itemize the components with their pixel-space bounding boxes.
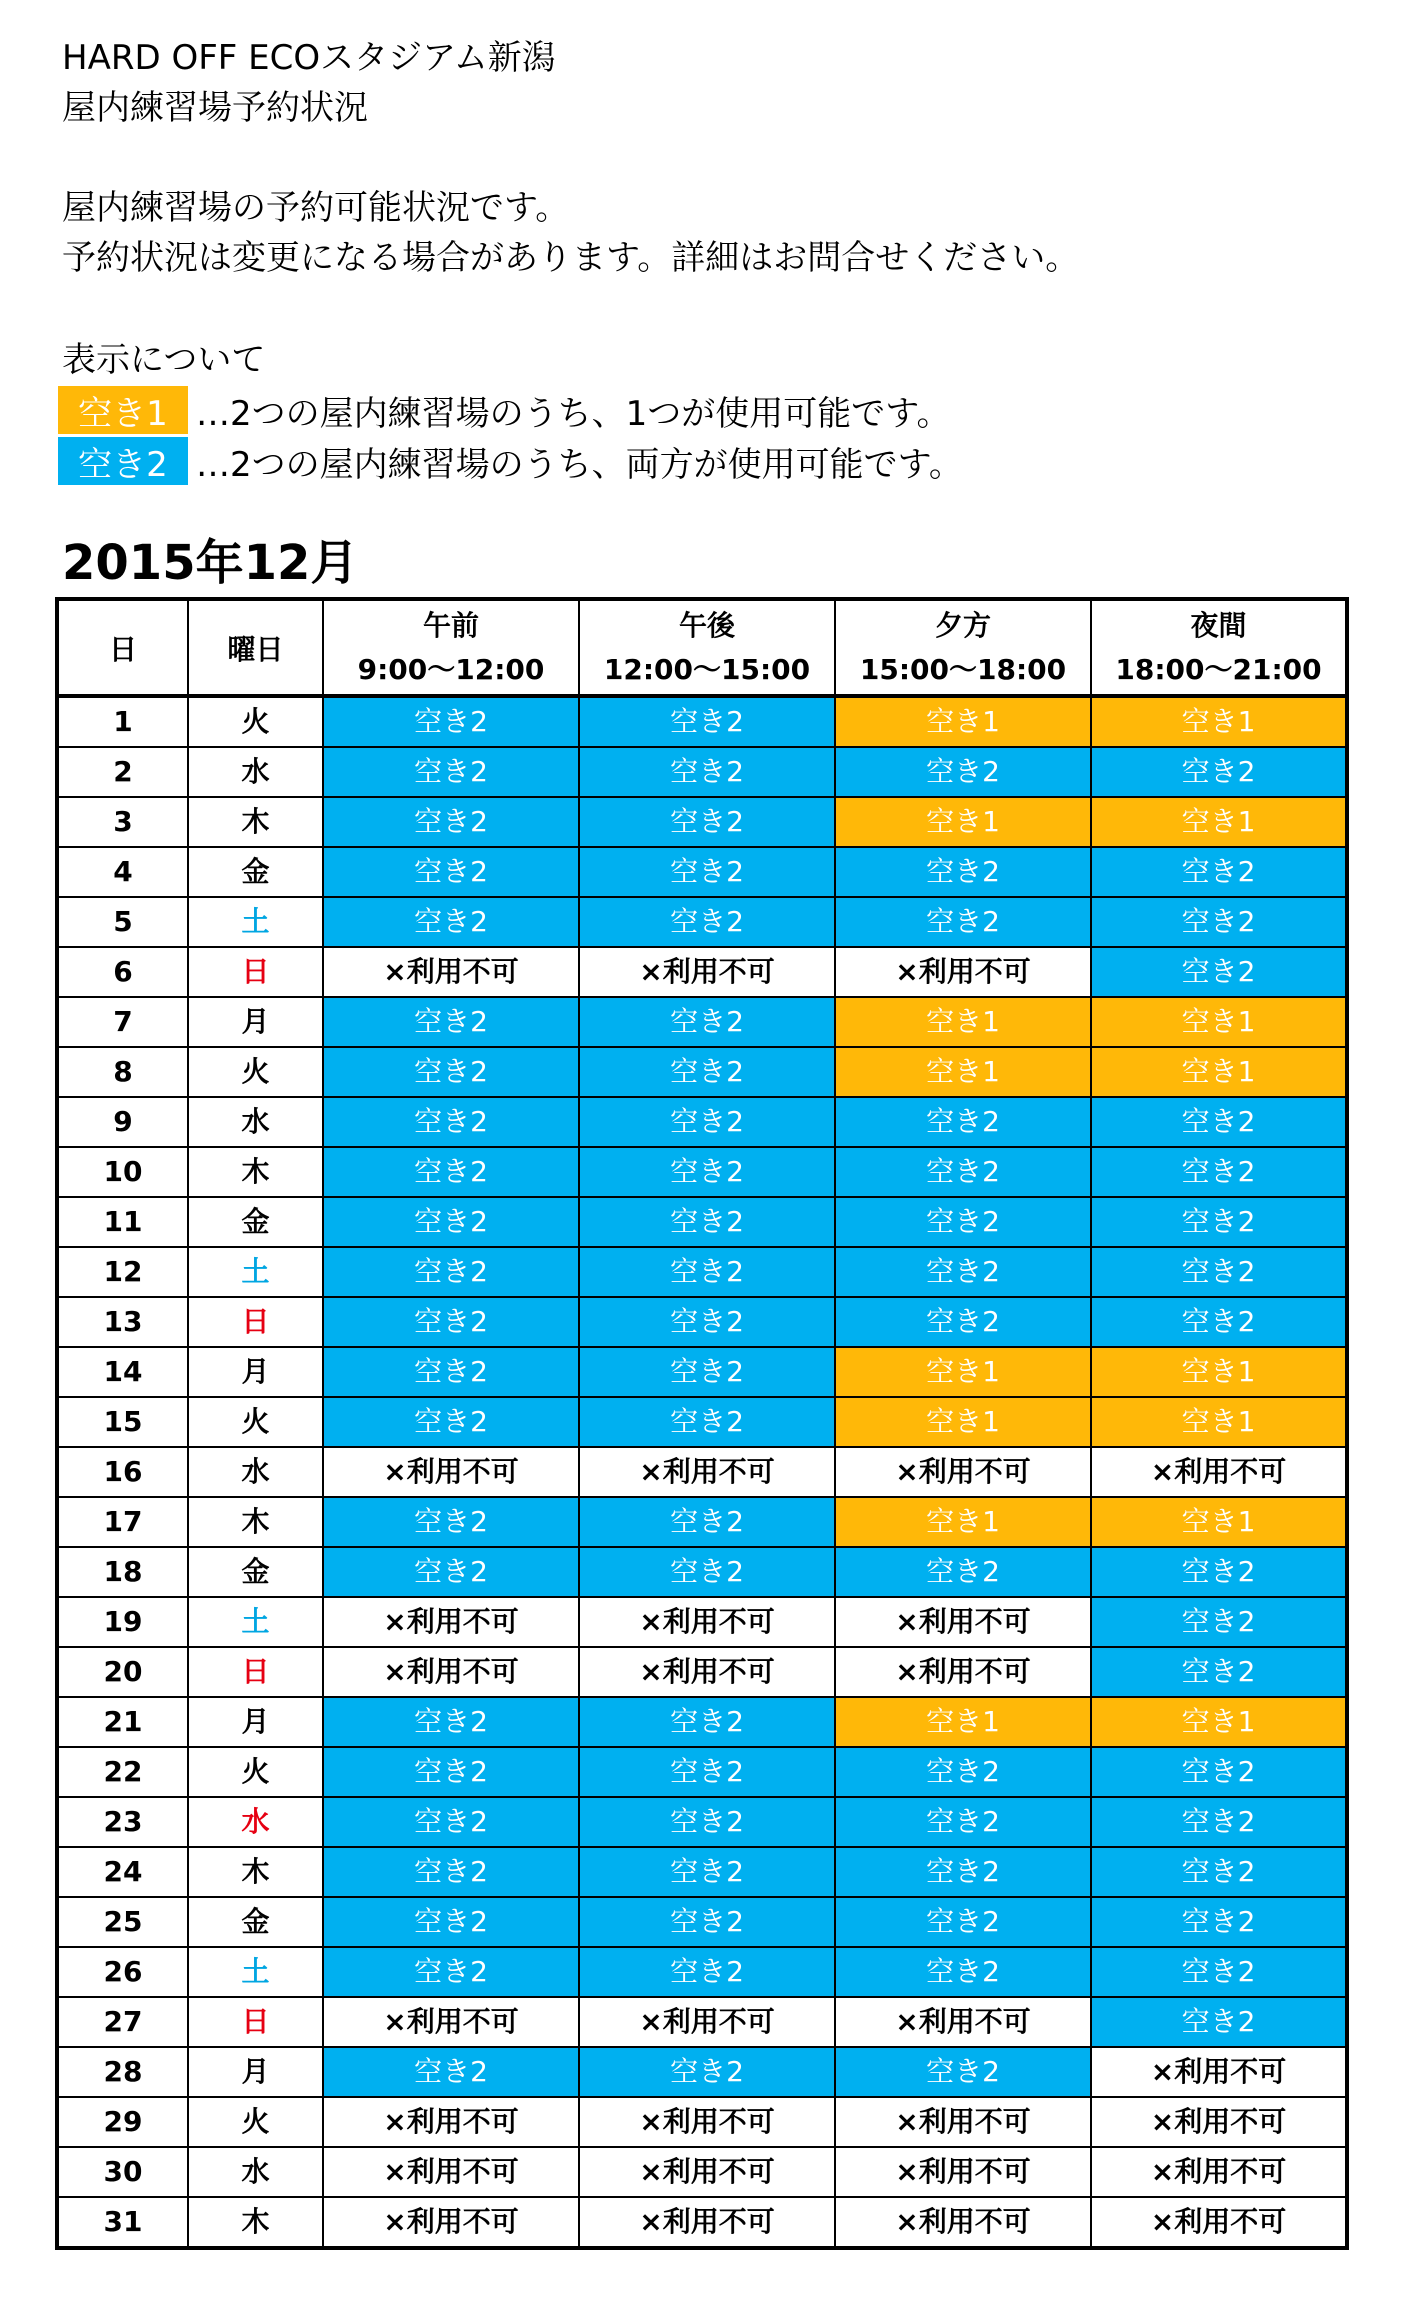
header-slot-afternoon [579, 599, 835, 696]
status-cell: 空き2 [323, 747, 579, 797]
slot-name: 夜間 [1190, 608, 1247, 642]
table-row [57, 2147, 1347, 2197]
status-cell: 空き2 [579, 1497, 835, 1547]
status-cell: 空き2 [1091, 1647, 1347, 1697]
status-cell: 空き2 [1091, 1897, 1347, 1947]
legend-swatch-vacant1: 空き1 [58, 386, 188, 434]
slot-time: 18:00～21:00 [1115, 652, 1322, 686]
day-cell: 30 [57, 2147, 188, 2197]
table-row [57, 1047, 1347, 1097]
status-cell: ×利用不可 [579, 1447, 835, 1497]
weekday-cell: 水 [188, 1097, 323, 1147]
status-cell: 空き2 [579, 1847, 835, 1897]
status-cell: 空き2 [323, 2047, 579, 2097]
table-row [57, 1897, 1347, 1947]
slot-name: 午前 [422, 608, 479, 642]
status-cell: 空き2 [835, 1897, 1091, 1947]
status-cell: ×利用不可 [579, 2197, 835, 2248]
status-cell: 空き2 [323, 1697, 579, 1747]
status-cell: ×利用不可 [579, 1597, 835, 1647]
status-cell: 空き1 [1091, 1347, 1347, 1397]
status-cell: ×利用不可 [323, 2197, 579, 2248]
weekday-cell: 水 [188, 2147, 323, 2197]
table-row [57, 1297, 1347, 1347]
status-cell: ×利用不可 [1091, 1447, 1347, 1497]
day-cell: 11 [57, 1197, 188, 1247]
weekday-cell: 火 [188, 1047, 323, 1097]
status-cell: ×利用不可 [323, 2097, 579, 2147]
weekday-cell: 木 [188, 1847, 323, 1897]
weekday-cell: 月 [188, 2047, 323, 2097]
status-cell: 空き2 [835, 1297, 1091, 1347]
status-cell: 空き2 [579, 1797, 835, 1847]
table-row [57, 2097, 1347, 2147]
table-row [57, 1797, 1347, 1847]
day-cell: 31 [57, 2197, 188, 2248]
month-heading: 2015年12月 [62, 535, 359, 591]
table-row [57, 1447, 1347, 1497]
status-cell: ×利用不可 [835, 1447, 1091, 1497]
status-cell: ×利用不可 [835, 1997, 1091, 2047]
day-cell: 27 [57, 1997, 188, 2047]
day-cell: 6 [57, 947, 188, 997]
weekday-cell: 金 [188, 1547, 323, 1597]
table-row [57, 1197, 1347, 1247]
day-cell: 21 [57, 1697, 188, 1747]
day-cell: 4 [57, 847, 188, 897]
status-cell: 空き2 [835, 897, 1091, 947]
day-cell: 9 [57, 1097, 188, 1147]
status-cell: 空き1 [835, 1397, 1091, 1447]
day-cell: 13 [57, 1297, 188, 1347]
status-cell: ×利用不可 [1091, 2047, 1347, 2097]
day-cell: 18 [57, 1547, 188, 1597]
weekday-cell: 土 [188, 1597, 323, 1647]
status-cell: 空き2 [579, 1397, 835, 1447]
slot-time: 9:00～12:00 [357, 652, 545, 686]
header-slot-morning [323, 599, 579, 696]
status-cell: 空き2 [579, 1147, 835, 1197]
status-cell: 空き2 [579, 1297, 835, 1347]
table-row [57, 947, 1347, 997]
status-cell: 空き2 [1091, 1147, 1347, 1197]
status-cell: 空き2 [1091, 1297, 1347, 1347]
page-title: HARD OFF ECOスタジアム新潟 [62, 38, 556, 78]
status-cell: ×利用不可 [323, 2147, 579, 2197]
status-cell: 空き2 [579, 897, 835, 947]
status-cell: 空き2 [835, 2047, 1091, 2097]
status-cell: 空き2 [1091, 947, 1347, 997]
status-cell: 空き2 [323, 1397, 579, 1447]
table-row [57, 1747, 1347, 1797]
weekday-cell: 木 [188, 1147, 323, 1197]
status-cell: 空き2 [579, 1547, 835, 1597]
status-cell: 空き2 [1091, 1997, 1347, 2047]
status-cell: 空き1 [1091, 1497, 1347, 1547]
weekday-cell: 木 [188, 1497, 323, 1547]
day-cell: 2 [57, 747, 188, 797]
weekday-cell: 日 [188, 947, 323, 997]
status-cell: 空き1 [835, 1347, 1091, 1397]
status-cell: 空き2 [1091, 847, 1347, 897]
weekday-cell: 火 [188, 2097, 323, 2147]
status-cell: ×利用不可 [323, 1647, 579, 1697]
status-cell: 空き2 [323, 1347, 579, 1397]
status-cell: 空き2 [1091, 897, 1347, 947]
header-slot-night [1091, 599, 1347, 696]
status-cell: 空き2 [579, 1347, 835, 1397]
day-cell: 14 [57, 1347, 188, 1397]
day-cell: 20 [57, 1647, 188, 1697]
weekday-cell: 木 [188, 797, 323, 847]
status-cell: ×利用不可 [579, 2097, 835, 2147]
table-row [57, 1997, 1347, 2047]
day-cell: 8 [57, 1047, 188, 1097]
status-cell: 空き1 [835, 696, 1091, 747]
status-cell: 空き2 [323, 1847, 579, 1897]
weekday-cell: 月 [188, 997, 323, 1047]
day-cell: 16 [57, 1447, 188, 1497]
weekday-cell: 火 [188, 1397, 323, 1447]
status-cell: ×利用不可 [1091, 2147, 1347, 2197]
status-cell: 空き2 [835, 1547, 1091, 1597]
weekday-cell: 火 [188, 1747, 323, 1797]
status-cell: 空き2 [579, 797, 835, 847]
table-row [57, 2047, 1347, 2097]
status-cell: ×利用不可 [835, 2197, 1091, 2248]
status-cell: 空き2 [323, 1547, 579, 1597]
day-cell: 22 [57, 1747, 188, 1797]
day-cell: 28 [57, 2047, 188, 2097]
status-cell: 空き1 [1091, 1697, 1347, 1747]
status-cell: ×利用不可 [323, 1447, 579, 1497]
status-cell: 空き1 [1091, 797, 1347, 847]
status-cell: 空き2 [835, 1197, 1091, 1247]
status-cell: ×利用不可 [323, 947, 579, 997]
status-cell: 空き2 [579, 847, 835, 897]
status-cell: 空き2 [323, 1747, 579, 1797]
weekday-cell: 月 [188, 1697, 323, 1747]
status-cell: 空き2 [323, 1097, 579, 1147]
status-cell: 空き2 [579, 747, 835, 797]
status-cell: 空き2 [323, 1947, 579, 1997]
day-cell: 3 [57, 797, 188, 847]
weekday-cell: 金 [188, 847, 323, 897]
weekday-cell: 水 [188, 1797, 323, 1847]
weekday-cell: 土 [188, 897, 323, 947]
status-cell: 空き2 [323, 1897, 579, 1947]
slot-time: 12:00～15:00 [603, 652, 811, 686]
status-cell: ×利用不可 [1091, 2097, 1347, 2147]
status-cell: 空き2 [1091, 1747, 1347, 1797]
legend-text-vacant2: …2つの屋内練習場のうち、両方が使用可能です。 [196, 444, 963, 485]
day-cell: 19 [57, 1597, 188, 1647]
status-cell: 空き2 [579, 997, 835, 1047]
status-cell: ×利用不可 [835, 1647, 1091, 1697]
table-row [57, 897, 1347, 947]
status-cell: 空き2 [1091, 1797, 1347, 1847]
legend-swatch-vacant2: 空き2 [58, 437, 188, 485]
status-cell: ×利用不可 [579, 2147, 835, 2197]
table-row [57, 1847, 1347, 1897]
status-cell: ×利用不可 [323, 1997, 579, 2047]
status-cell: 空き1 [835, 797, 1091, 847]
status-cell: 空き2 [579, 1247, 835, 1297]
status-cell: 空き2 [1091, 1847, 1347, 1897]
status-cell: 空き2 [579, 1697, 835, 1747]
intro-text-1: 屋内練習場の予約可能状況です。 [62, 188, 570, 228]
weekday-cell: 土 [188, 1247, 323, 1297]
status-cell: 空き2 [835, 1847, 1091, 1897]
weekday-cell: 木 [188, 2197, 323, 2248]
status-cell: 空き2 [579, 1947, 835, 1997]
table-row [57, 1597, 1347, 1647]
status-cell: 空き1 [835, 1497, 1091, 1547]
table-row [57, 1547, 1347, 1597]
status-cell: 空き2 [1091, 1247, 1347, 1297]
table-row [57, 1347, 1347, 1397]
status-cell: ×利用不可 [835, 2147, 1091, 2197]
status-cell: 空き2 [835, 1147, 1091, 1197]
status-cell: ×利用不可 [579, 1647, 835, 1697]
day-cell: 23 [57, 1797, 188, 1847]
status-cell: 空き2 [1091, 1097, 1347, 1147]
legend-heading: 表示について [62, 340, 266, 380]
status-cell: 空き1 [1091, 997, 1347, 1047]
status-cell: 空き2 [579, 696, 835, 747]
status-cell: 空き2 [1091, 747, 1347, 797]
weekday-cell: 水 [188, 1447, 323, 1497]
day-cell: 12 [57, 1247, 188, 1297]
status-cell: 空き2 [323, 1047, 579, 1097]
status-cell: 空き1 [1091, 696, 1347, 747]
weekday-cell: 月 [188, 1347, 323, 1397]
status-cell: 空き2 [1091, 1947, 1347, 1997]
status-cell: 空き2 [323, 1497, 579, 1547]
day-cell: 1 [57, 696, 188, 747]
slot-name: 夕方 [934, 608, 991, 642]
status-cell: 空き2 [579, 1047, 835, 1097]
status-cell: 空き2 [579, 1747, 835, 1797]
header-weekday: 曜日 [188, 599, 323, 696]
weekday-cell: 水 [188, 747, 323, 797]
table-row [57, 1697, 1347, 1747]
status-cell: 空き2 [835, 1747, 1091, 1797]
status-cell: 空き2 [835, 1097, 1091, 1147]
status-cell: 空き2 [1091, 1597, 1347, 1647]
status-cell: 空き2 [1091, 1547, 1347, 1597]
weekday-cell: 土 [188, 1947, 323, 1997]
status-cell: ×利用不可 [835, 947, 1091, 997]
table-header-row [57, 599, 1347, 696]
table-row [57, 997, 1347, 1047]
status-cell: 空き2 [323, 1297, 579, 1347]
status-cell: 空き2 [579, 2047, 835, 2097]
status-cell: ×利用不可 [579, 1997, 835, 2047]
status-cell: 空き1 [1091, 1397, 1347, 1447]
status-cell: ×利用不可 [835, 2097, 1091, 2147]
status-cell: ×利用不可 [1091, 2197, 1347, 2248]
slot-name: 午後 [678, 608, 735, 642]
day-cell: 7 [57, 997, 188, 1047]
status-cell: ×利用不可 [579, 947, 835, 997]
table-row [57, 1397, 1347, 1447]
status-cell: 空き1 [1091, 1047, 1347, 1097]
status-cell: ×利用不可 [323, 1597, 579, 1647]
status-cell: 空き2 [579, 1197, 835, 1247]
header-day: 日 [57, 599, 188, 696]
table-row [57, 1247, 1347, 1297]
status-cell: 空き2 [323, 897, 579, 947]
status-cell: 空き2 [1091, 1197, 1347, 1247]
legend-text-vacant1: …2つの屋内練習場のうち、1つが使用可能です。 [196, 393, 951, 434]
table-row [57, 1497, 1347, 1547]
weekday-cell: 金 [188, 1897, 323, 1947]
status-cell: 空き2 [579, 1097, 835, 1147]
header-slot-evening [835, 599, 1091, 696]
day-cell: 10 [57, 1147, 188, 1197]
table-body [57, 696, 1347, 2248]
legend-item-vacant1 [58, 385, 951, 435]
status-cell: 空き2 [323, 997, 579, 1047]
day-cell: 29 [57, 2097, 188, 2147]
day-cell: 15 [57, 1397, 188, 1447]
table-row [57, 2197, 1347, 2248]
legend-item-vacant2 [58, 436, 963, 486]
weekday-cell: 日 [188, 1997, 323, 2047]
status-cell: 空き2 [323, 797, 579, 847]
reservation-table [55, 597, 1349, 2250]
status-cell: 空き2 [835, 1247, 1091, 1297]
table-row [57, 1947, 1347, 1997]
weekday-cell: 金 [188, 1197, 323, 1247]
page-subtitle: 屋内練習場予約状況 [62, 88, 368, 128]
weekday-cell: 日 [188, 1647, 323, 1697]
status-cell: 空き2 [323, 696, 579, 747]
status-cell: 空き1 [835, 1047, 1091, 1097]
status-cell: 空き2 [835, 1797, 1091, 1847]
day-cell: 24 [57, 1847, 188, 1897]
intro-text-2: 予約状況は変更になる場合があります。詳細はお問合せください。 [62, 238, 1080, 278]
day-cell: 26 [57, 1947, 188, 1997]
status-cell: 空き2 [835, 1947, 1091, 1997]
status-cell: 空き2 [323, 1147, 579, 1197]
table-row [57, 696, 1347, 747]
table-row [57, 847, 1347, 897]
table-row [57, 797, 1347, 847]
status-cell: 空き2 [323, 1197, 579, 1247]
status-cell: 空き2 [323, 847, 579, 897]
status-cell: 空き2 [579, 1897, 835, 1947]
status-cell: 空き2 [835, 747, 1091, 797]
status-cell: ×利用不可 [835, 1597, 1091, 1647]
weekday-cell: 日 [188, 1297, 323, 1347]
weekday-cell: 火 [188, 696, 323, 747]
table-row [57, 1147, 1347, 1197]
slot-time: 15:00～18:00 [859, 652, 1067, 686]
status-cell: 空き2 [323, 1797, 579, 1847]
table-row [57, 1647, 1347, 1697]
table-row [57, 747, 1347, 797]
status-cell: 空き2 [323, 1247, 579, 1297]
day-cell: 17 [57, 1497, 188, 1547]
day-cell: 25 [57, 1897, 188, 1947]
day-cell: 5 [57, 897, 188, 947]
status-cell: 空き1 [835, 997, 1091, 1047]
table-row [57, 1097, 1347, 1147]
status-cell: 空き2 [835, 847, 1091, 897]
status-cell: 空き1 [835, 1697, 1091, 1747]
